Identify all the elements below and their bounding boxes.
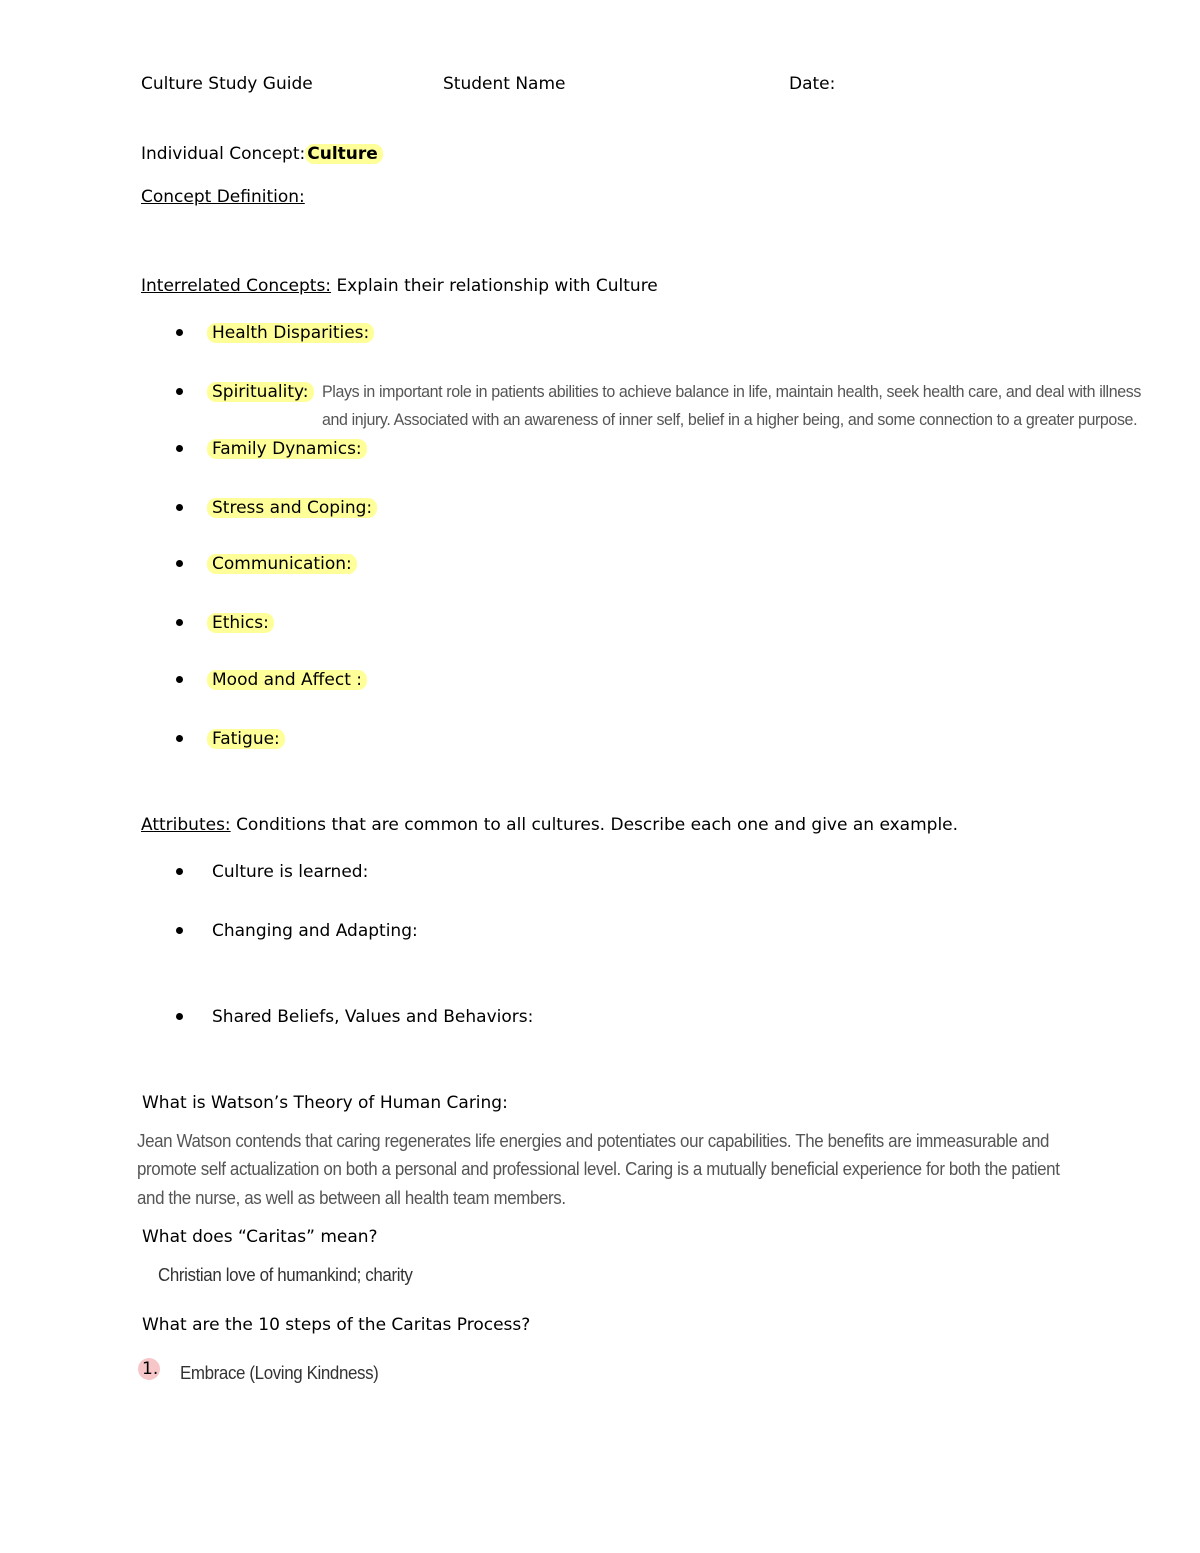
attributes-heading <box>141 814 958 836</box>
concept-definition-label: Concept Definition: <box>141 187 305 207</box>
bullet <box>176 676 183 683</box>
bullet <box>176 445 183 452</box>
bullet <box>176 1013 183 1020</box>
attribute-item-shared: Shared Beliefs, Values and Behaviors: <box>212 1007 534 1027</box>
bullet <box>176 388 183 395</box>
interrelated-item-stress-coping: Stress and Coping: <box>212 497 377 519</box>
bullet <box>176 329 183 336</box>
caritas-steps-question: What are the 10 steps of the Caritas Process? <box>142 1315 531 1335</box>
caritas-question: What does “Caritas” mean? <box>142 1227 378 1247</box>
caritas-answer: Christian love of humankind; charity <box>158 1265 413 1285</box>
interrelated-item-ethics: Ethics: <box>212 612 274 634</box>
individual-concept-label: Individual Concept: <box>141 144 306 164</box>
bullet <box>176 504 183 511</box>
watson-answer-line-2: promote self actualization on both a personal and professional level. Caring is a mutually beneficial experience for both the patient <box>137 1159 1060 1179</box>
attribute-item-changing: Changing and Adapting: <box>212 921 418 941</box>
interrelated-item-fatigue: Fatigue: <box>212 728 285 750</box>
bullet <box>176 868 183 875</box>
attributes-label: Attributes: <box>141 815 231 835</box>
individual-concept-line <box>141 143 383 165</box>
student-name-label: Student Name <box>443 74 566 94</box>
attribute-item-learned: Culture is learned: <box>212 862 369 882</box>
watson-question: What is Watson’s Theory of Human Caring: <box>142 1093 508 1113</box>
interrelated-item-communication: Communication: <box>212 553 357 575</box>
interrelated-item-family-dynamics: Family Dynamics: <box>212 438 367 460</box>
document-title: Culture Study Guide <box>141 74 313 94</box>
bullet <box>176 619 183 626</box>
watson-answer-line-1: Jean Watson contends that caring regenerates life energies and potentiates our capabilities. The benefits are immeasurable and <box>137 1131 1050 1151</box>
attributes-instruction: Conditions that are common to all cultures. Describe each one and give an example. <box>236 815 959 835</box>
bullet <box>176 735 183 742</box>
individual-concept-value: Culture <box>305 144 383 164</box>
caritas-step-1: Embrace (Loving Kindness) <box>180 1363 379 1383</box>
date-label: Date: <box>789 74 836 94</box>
step-number: 1. <box>142 1359 159 1379</box>
spirituality-answer-line-2: and injury. Associated with an awareness of inner self, belief in a higher being, and some connection to a greater purpose. <box>322 410 1138 429</box>
interrelated-item-spirituality: Spirituality: <box>212 381 314 403</box>
interrelated-concepts-instruction: Explain their relationship with Culture <box>336 276 658 296</box>
interrelated-item-health-disparities: Health Disparities: <box>212 322 374 344</box>
bullet <box>176 560 183 567</box>
watson-answer-line-3: and the nurse, as well as between all health team members. <box>137 1188 566 1208</box>
interrelated-concepts-label: Interrelated Concepts: <box>141 276 332 296</box>
interrelated-concepts-heading <box>141 275 658 297</box>
step-number-badge <box>138 1358 160 1380</box>
interrelated-item-mood-affect: Mood and Affect : <box>212 669 367 691</box>
bullet <box>176 927 183 934</box>
spirituality-answer-line-1: Plays in important role in patients abilities to achieve balance in life, maintain health, seek health care, and deal with illness <box>322 382 1141 401</box>
